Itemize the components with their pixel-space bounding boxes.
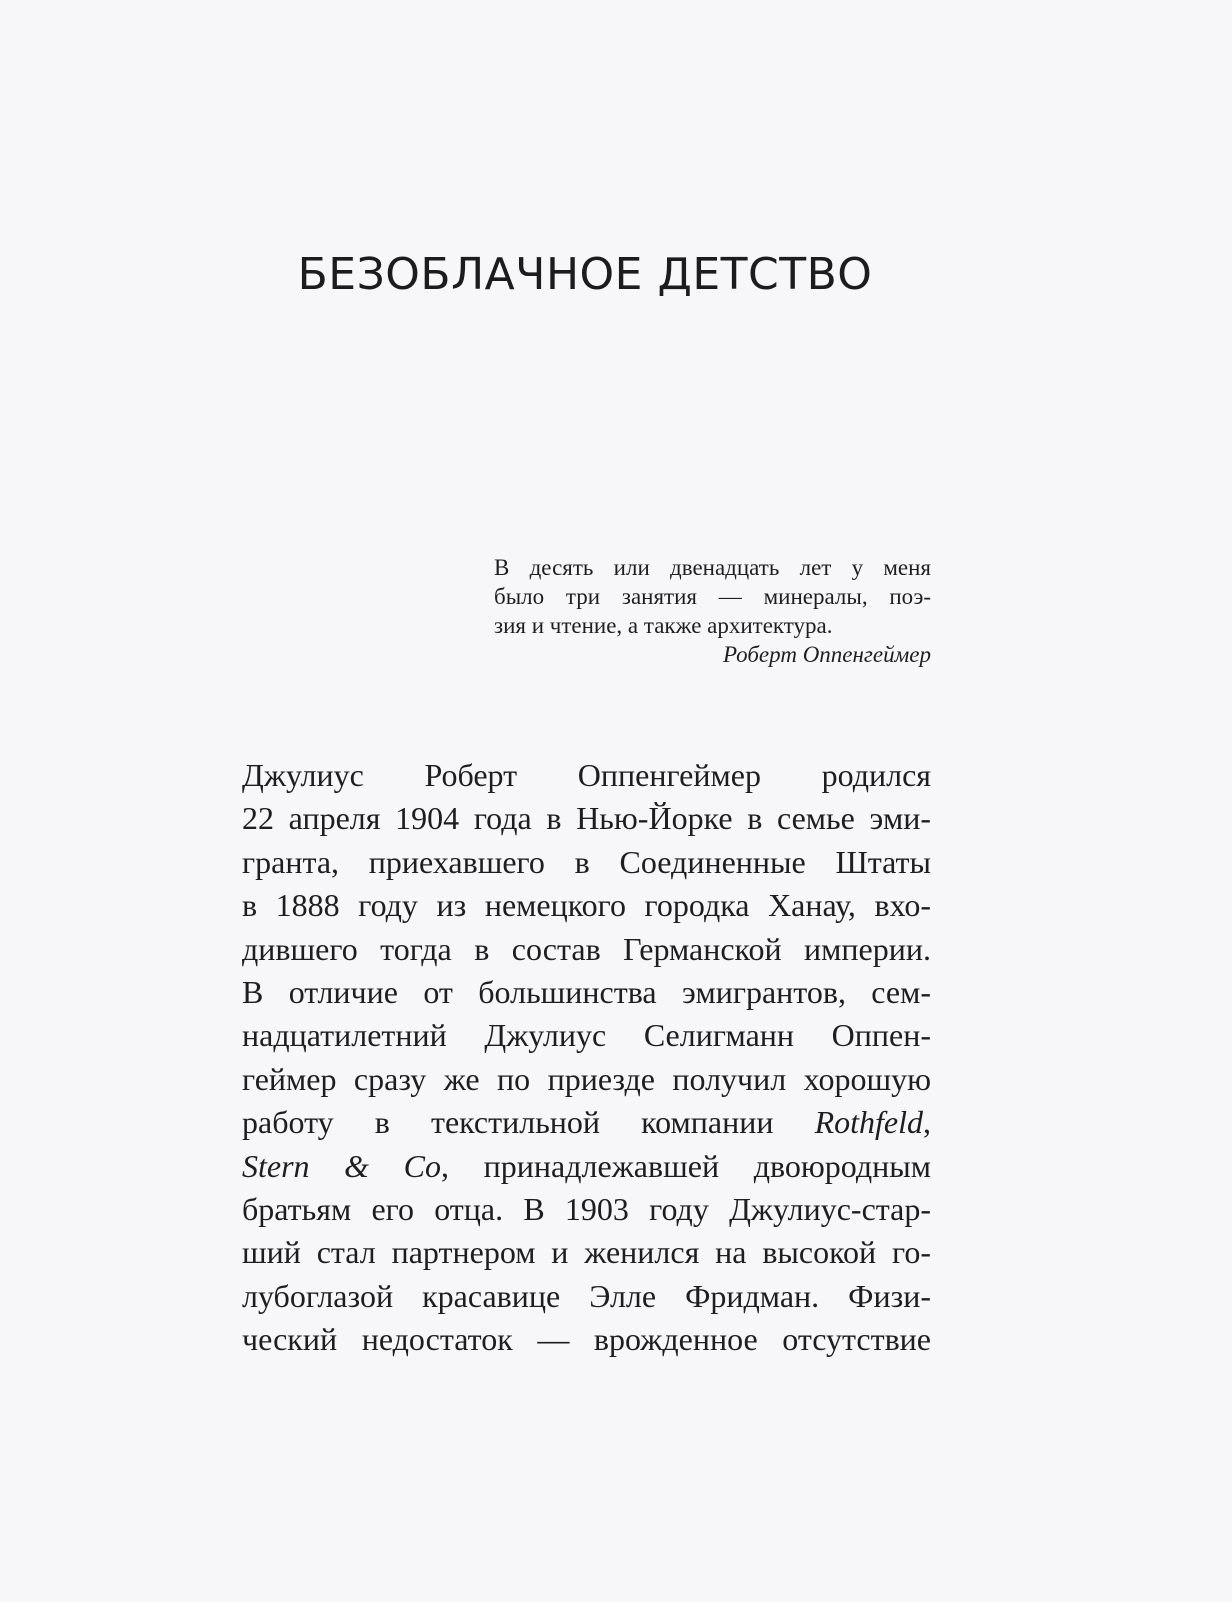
body-line: ший стал партнером и женился на высокой го- (242, 1234, 931, 1271)
epigraph-line: зия и чтение, а также архитектура. (494, 613, 833, 638)
body-line: гранта, приехавшего в Соединенные Штаты (242, 843, 931, 880)
company-name-part1: Rothfeld (814, 1104, 924, 1141)
body-line: дившего тогда в состав Германской империи. (242, 930, 931, 967)
comma: , (441, 1147, 450, 1184)
body-line: братьям его отца. В 1903 году Джулиус-стар- (242, 1191, 931, 1228)
epigraph (494, 553, 931, 669)
chapter-title: БЕЗОБЛАЧНОЕ ДЕТСТВО (297, 249, 873, 301)
body-line: В отличие от большинства эмигрантов, сем- (242, 974, 931, 1011)
body-line: геймер сразу же по приезде получил хорошую (242, 1060, 931, 1097)
body-line-text: принадлежавшей двоюродным (483, 1147, 932, 1184)
epigraph-line: В десять или двенадцать лет у меня (494, 555, 931, 580)
body-line: 22 апреля 1904 года в Нью-Йорке в семье эми- (242, 800, 931, 837)
body-line-text: работу в текстильной компании (242, 1104, 774, 1141)
body-line: лубоглазой красавице Элле Фридман. Физи- (242, 1277, 931, 1314)
comma: , (923, 1104, 932, 1141)
company-name-part2: Stern & Co (242, 1147, 442, 1184)
body-text (242, 754, 931, 1362)
epigraph-line: было три занятия — минералы, поэ- (494, 584, 931, 609)
body-line: Джулиус Роберт Оппенгеймер родился (242, 757, 931, 793)
body-line: ческий недостаток — врожденное отсутствие (242, 1321, 931, 1358)
epigraph-author: Роберт Оппенгеймер (722, 642, 931, 667)
body-line: в 1888 году из немецкого городка Ханау, вхо- (242, 887, 931, 924)
body-line-company (242, 1101, 931, 1144)
body-line-company-cont (242, 1145, 931, 1188)
body-line: надцатилетний Джулиус Селигманн Оппен- (242, 1017, 931, 1054)
